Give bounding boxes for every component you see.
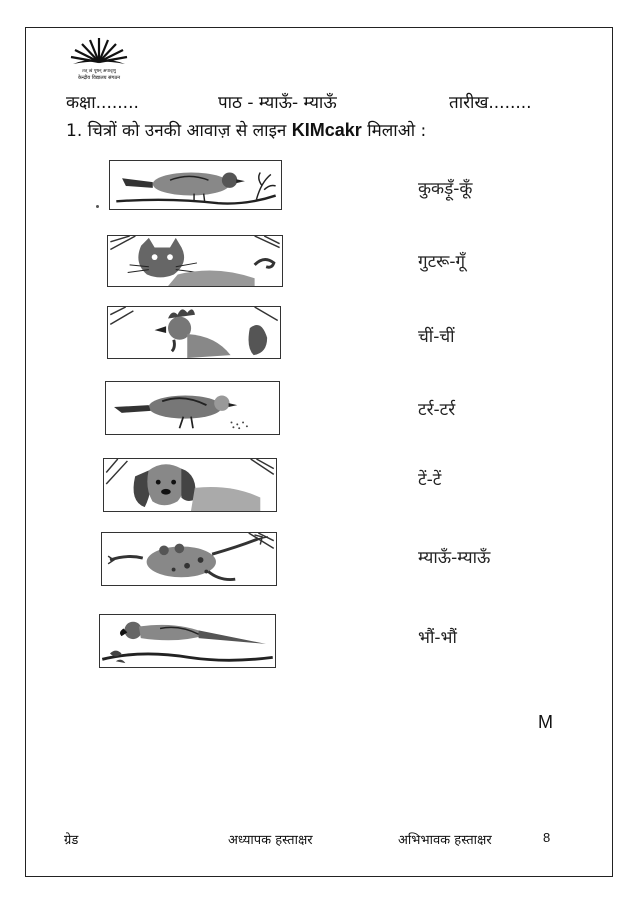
picture-frog[interactable] xyxy=(101,532,277,586)
dog-icon xyxy=(104,459,276,511)
pigeon-icon xyxy=(106,382,279,434)
sound-option-3[interactable]: चीं-चीं xyxy=(418,327,455,347)
instruction-suffix: मिलाओ : xyxy=(367,121,427,141)
class-label: कक्षा........ xyxy=(66,93,139,113)
sound-option-2[interactable]: गुटरू-गूँ xyxy=(418,252,466,272)
page-border xyxy=(25,27,613,877)
picture-parrot[interactable] xyxy=(99,614,276,668)
picture-rooster[interactable] xyxy=(107,306,281,359)
date-label: तारीख........ xyxy=(449,93,532,113)
school-logo xyxy=(63,32,135,82)
instruction-line xyxy=(66,118,426,141)
picture-dog[interactable] xyxy=(103,458,277,512)
sound-option-6[interactable]: म्याऊँ-म्याऊँ xyxy=(418,548,491,568)
sound-option-4[interactable]: टर्र-टर्र xyxy=(418,400,456,420)
page-number: 8 xyxy=(543,830,551,845)
logo-motto: तत् त्वं पूषन् अपावृणु xyxy=(82,69,116,74)
sound-option-1[interactable]: कुकड़ूँ-कूँ xyxy=(418,179,473,199)
teacher-signature-label: अध्यापक हस्ताक्षर xyxy=(228,833,313,848)
picture-sparrow[interactable] xyxy=(109,160,282,210)
scan-speck xyxy=(96,205,99,208)
sound-option-5[interactable]: टें-टें xyxy=(418,470,442,490)
instruction-text: चित्रों को उनकी आवाज़ से लाइन xyxy=(87,121,287,141)
grade-label: ग्रेड xyxy=(64,833,79,848)
parrot-icon xyxy=(100,615,275,667)
sparrow-icon xyxy=(110,161,281,209)
lesson-title: पाठ - म्याऊँ- म्याऊँ xyxy=(218,93,337,113)
logo-org-name: केन्द्रीय विद्यालय संगठन xyxy=(77,75,121,81)
rooster-icon xyxy=(108,307,280,358)
question-number: 1. xyxy=(66,121,83,141)
sound-option-7[interactable]: भौं-भौं xyxy=(418,628,457,648)
picture-pigeon[interactable] xyxy=(105,381,280,435)
instruction-code: KIMcakr xyxy=(291,120,362,140)
cat-icon xyxy=(108,236,282,286)
frog-icon xyxy=(102,533,276,585)
guardian-signature-label: अभिभावक हस्ताक्षर xyxy=(398,833,492,848)
picture-cat[interactable] xyxy=(107,235,283,287)
marker-letter: M xyxy=(538,712,553,732)
